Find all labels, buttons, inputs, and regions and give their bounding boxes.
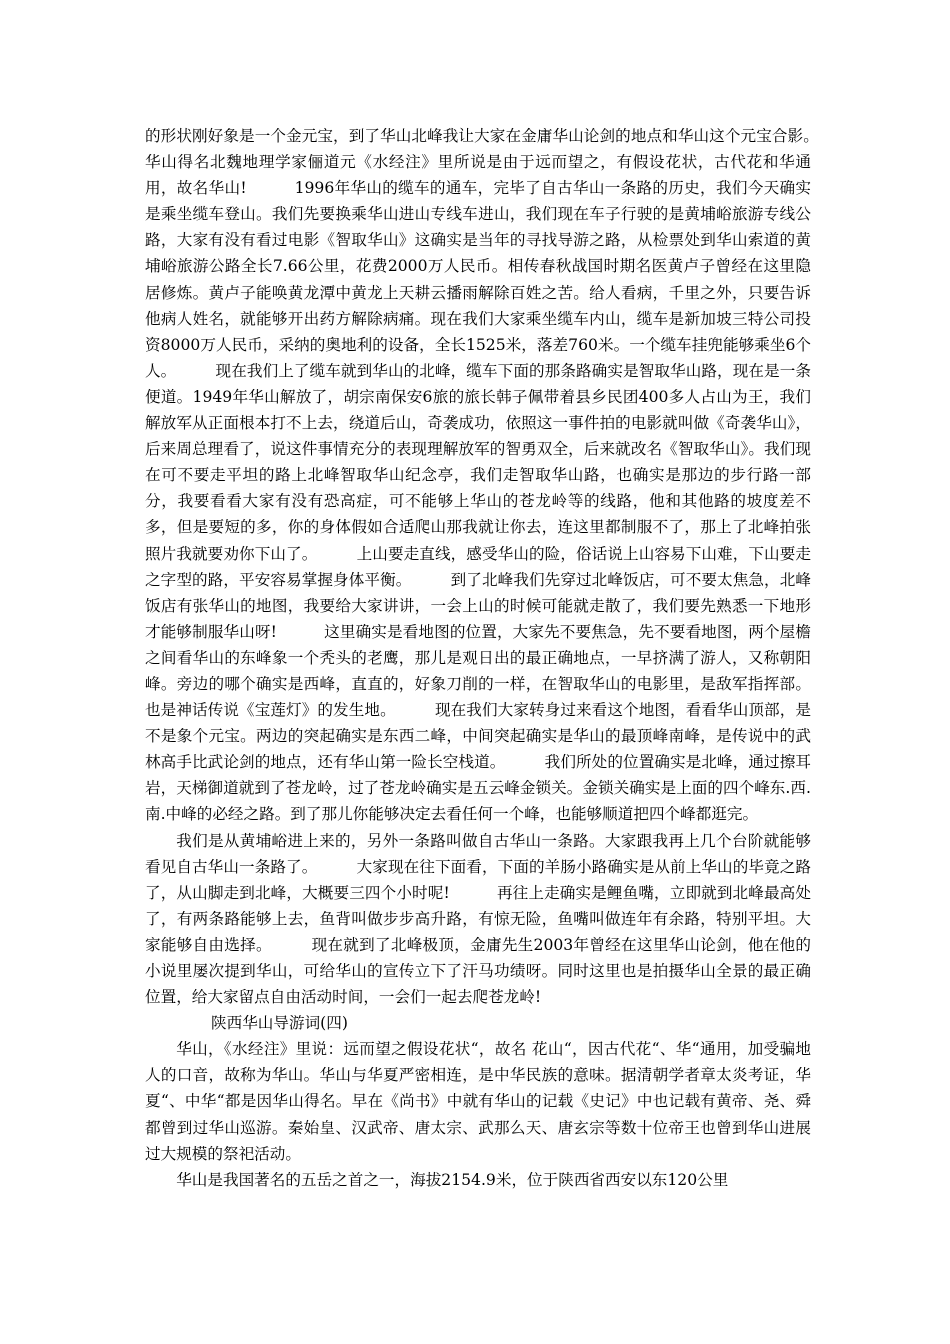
document-page [145,123,858,1193]
section-title: 陕西华山导游词(四) [211,1014,348,1033]
body-paragraph: 华山，《水经注》里说：远而望之假设花状“，故名 花山“，因古代花“、华“通用，加受骗地人的口音，故称为华山。华山与华夏严密相连，是中华民族的意味。据清朝学者章太炎考证，华夏“、中华“都是因华山得名。早在《尚书》中就有华山的记载《史记》中也记载有黄帝、尧、舜都曾到过华山巡游。秦始皇、汉武帝、唐太宗、武那么天、唐玄宗等数十位帝王也曾到华山进展过大规模的祭祀活动。 [145,1040,811,1163]
body-paragraph: 华山是我国著名的五岳之首之一，海拔2154.9米，位于陕西省西安以东120公里 [176,1170,729,1189]
body-paragraph: 我们是从黄埔峪进上来的，另外一条路叫做自古华山一条路。大家跟我再上几个台阶就能够看见自古华山一条路了。 大家现在往下面看，下面的羊肠小路确实是从前上华山的毕竟之路了，从山脚走到北峰，大概要三四个小时呢! 再往上走确实是鲤鱼嘴，立即就到北峰最高处了，有两条路能够上去，鱼背叫做步步高升路，有惊无险，鱼嘴叫做连年有余路，特别平坦。大家能够自由选择。 现在就到了北峰极顶，金庸先生2003年曾经在这里华山论剑，他在他的小说里屡次提到华山，可给华山的宣传立下了汗马功绩呀。同时这里也是拍摄华山全景的最正确位置，给大家留点自由活动时间，一会们一起去爬苍龙岭! [145,831,811,1007]
body-paragraph: 的形状刚好象是一个金元宝，到了华山北峰我让大家在金庸华山论剑的地点和华山这个元宝合影。 华山得名北魏地理学家俪道元《水经注》里所说是由于远而望之，有假设花状，古代花和华通用，故名华山! 1996年华山的缆车的通车，完毕了自古华山一条路的历史，我们今天确实是乘坐缆车登山。我们先要换乘华山进山专线车进山，我们现在车子行驶的是黄埔峪旅游专线公路，大家有没有看过电影《智取华山》这确实是当年的寻找导游之路，从检票处到华山索道的黄埔峪旅游公路全长7.66公里，花费2000万人民币。相传春秋战国时期名医黄卢子曾经在这里隐居修炼。黄卢子能唤黄龙潭中黄龙上天耕云播雨解除百姓之苦。给人看病，千里之外，只要告诉他病人姓名，就能够开出药方解除病痛。现在我们大家乘坐缆车内山，缆车是新加坡三特公司投资8000万人民币，采纳的奥地利的设备，全长1525米，落差760米。一个缆车挂兜能够乘坐6个人。 现在我们上了缆车就到华山的北峰，缆车下面的那条路确实是智取华山路，现在是一条便道。1949年华山解放了，胡宗南保安6旅的旅长韩子佩带着县乡民团400多人占山为王，我们解放军从正面根本打不上去，绕道后山，奇袭成功，依照这一事件拍的电影就叫做《奇袭华山》，后来周总理看了，说这件事情充分的表现理解放军的智勇双全，后来就改名《智取华山》。我们现在可不要走平坦的路上北峰智取华山纪念亭，我们走智取华山路，也确实是那边的步行路一部分，我要看看大家有没有恐高症，可不能够上华山的苍龙岭等的线路，他和其他路的坡度差不多，但是要短的多，你的身体假如合适爬山那我就让你去，连这里都制服不了，那上了北峰拍张照片我就要劝你下山了。 上山要走直线，感受华山的险，俗话说上山容易下山难，下山要走之字型的路，平安容易掌握身体平衡。 到了北峰我们先穿过北峰饭店，可不要太焦急，北峰饭店有张华山的地图，我要给大家讲讲，一会上山的时候可能就走散了，我们要先熟悉一下地形才能够制服华山呀! 这里确实是看地图的位置，大家先不要焦急，先不要看地图，两个屋檐之间看华山的东峰象一个秃头的老鹰，那儿是观日出的最正确地点，一早挤满了游人，又称朝阳峰。旁边的哪个确实是西峰，直直的，好象刀削的一样，在智取华山的电影里，是敌军指挥部。也是神话传说《宝莲灯》的发生地。 现在我们大家转身过来看这个地图，看看华山顶部，是不是象个元宝。两边的突起确实是东西二峰，中间突起确实是华山的最顶峰南峰，是传说中的武林高手比武论剑的地点，还有华山第一险长空栈道。 我们所处的位置确实是北峰，通过擦耳岩，天梯御道就到了苍龙岭，过了苍龙岭确实是五云峰金锁关。金锁关确实是上面的四个峰东.西.南.中峰的必经之路。到了那儿你能够决定去看任何一个峰，也能够顺道把四个峰都逛完。 [145,127,858,824]
